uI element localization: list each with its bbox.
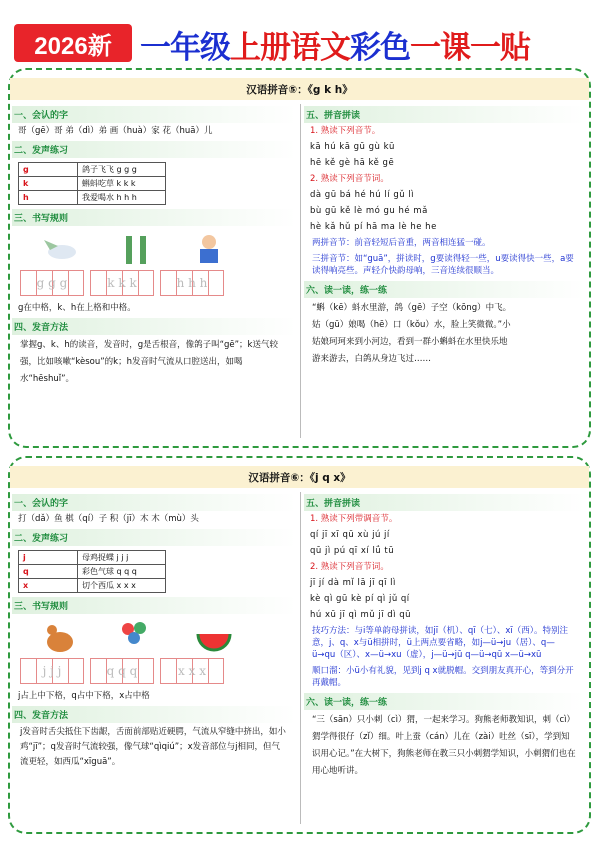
table-row: x 切个西瓜 x x x	[19, 579, 166, 593]
writing-cell: q q q	[90, 658, 154, 684]
writing-cell: h h h	[160, 270, 224, 296]
illustrations	[42, 230, 266, 266]
heading-practice: 二、发声练习	[12, 141, 296, 158]
syllable-line: dà gū bá hé hú lí gǔ lì	[310, 190, 415, 200]
table-row: g 鸽子飞飞 g g g	[19, 163, 166, 177]
story-text: “三（sān）只小刺（cì）猬，一起来学习。狗熊老师教知识，刺（cì）猬学得很仔（zǐ）细。叶上蚕（cán）儿在（zài）吐丝（sī），学到知识用心记。”在大树下，狗熊老师在教三只小刺猬学知识，小刺猬们也在用心地听讲。	[312, 715, 576, 776]
reading-task-2: 2. 熟读下列音节词。	[310, 174, 389, 184]
table-row: h 我爱喝水 h h h	[19, 191, 166, 205]
method-text: j发音时舌尖抵住下齿龈，舌面前部贴近硬腭，气流从窄缝中挤出，如小鸡“jī”；q发音时气流较强，像气球“qìqiú”；x发音部位与j相同，但气流更轻，如西瓜“xīguā”。	[20, 727, 286, 767]
heading-reading: 五、拼音拼读	[304, 106, 585, 123]
heading-practice: 二、发声练习	[12, 529, 296, 546]
child-drinking-icon	[192, 232, 226, 266]
heading-chars: 一、会认的字	[12, 494, 296, 511]
lesson-5-card	[8, 68, 591, 448]
tip-two-syllable: 两拼音节：前音轻短后音重，两音相连猛一碰。	[312, 238, 491, 248]
tip-method: 技巧方法：与i等单韵母拼读，如jī（机）、qī（七）、xī（西）。特别注意，j、q、x与ü相拼时，ü上两点要省略，如j—ü→ju（居）、q—ü→qu（区）、x—ü→xu（虚），j—ü→jū q—ü→qū x—ü→xū	[312, 626, 568, 660]
right-column	[304, 492, 585, 782]
writing-grid	[20, 270, 288, 296]
writing-cell: k k k	[90, 270, 154, 296]
page-title: 一年级上册语文彩色一课一贴	[140, 30, 530, 66]
writing-cell: g g g	[20, 270, 84, 296]
reading-task-1: 1. 熟读下列带调音节。	[310, 514, 398, 524]
syllable-line: qí jī xī qū xù jú jí	[310, 530, 390, 540]
tip-rhyme: 顺口溜：小ü小有礼貌，见到j q x就脱帽。交到朋友真开心，等到分开再戴帽。	[312, 666, 574, 688]
writing-rule: g在中格，k、h在上格和中格。	[18, 303, 136, 313]
lesson-6-card	[8, 456, 591, 834]
syllable-line: bù gū kě lè mó gu hé mǎ	[310, 206, 428, 216]
table-row: j 母鸡捉蝶 j j j	[19, 551, 166, 565]
method-text: 掌握g、k、h的读音，发音时，g是舌根音，像鸽子叫“gē”；k送气较强，比如咳嗽“kèsou”的k；h发音时气流从口腔送出，如喝水“hēshuǐ”。	[20, 340, 278, 384]
heading-read-practice: 六、读一读，练一练	[304, 693, 585, 710]
right-column	[304, 104, 585, 370]
heading-reading: 五、拼音拼读	[304, 494, 585, 511]
heading-method: 四、发音方法	[12, 706, 296, 723]
writing-cell: x x x	[160, 658, 224, 684]
lesson-title: 汉语拼音⑥：《j q x》	[10, 466, 589, 488]
writing-cell: j j j	[20, 658, 84, 684]
practice-table	[18, 162, 166, 205]
reading-task-1: 1. 熟读下列音节。	[310, 126, 381, 136]
header	[0, 0, 595, 66]
left-column	[12, 492, 296, 772]
syllable-line: jī jí dà mǐ lā jī qī lì	[310, 578, 396, 588]
heading-writing: 三、书写规则	[12, 209, 296, 226]
syllable-line: hè kǎ hǔ pí hā ma lè he he	[310, 222, 437, 232]
dove-icon	[42, 232, 82, 266]
table-row: q 彩色气球 q q q	[19, 565, 166, 579]
heading-chars: 一、会认的字	[12, 106, 296, 123]
heading-writing: 三、书写规则	[12, 597, 296, 614]
year-badge: 2026新	[14, 24, 132, 62]
syllable-line: hē kě gè hā kě gē	[310, 158, 395, 168]
table-row: k 蝌蚪吃草 k k k	[19, 177, 166, 191]
lesson-title: 汉语拼音⑤：《g k h》	[10, 78, 589, 100]
syllable-line: qū jì pú qī xí lǘ tū	[310, 546, 395, 556]
tadpole-icon	[122, 232, 152, 266]
story-text: “蝌（kē）蚪水里游，鸽（gē）子空（kōng）中飞。姑（gū）娘喝（hē）口（kǒu）水，脸上笑微微。”小姑娘珂珂来到小河边，看到一群小蝌蚪在水里快乐地游来游去，白鸽从身边飞过……	[312, 303, 512, 364]
left-column	[12, 104, 296, 390]
illustrations	[42, 618, 266, 654]
watermelon-icon	[194, 620, 234, 654]
char-list: 打（dǎ）鱼 棋（qí）子 积（jī）木 木（mù）头	[18, 514, 199, 524]
practice-table	[18, 550, 166, 593]
tip-three-syllable: 三拼音节：如“guā”，拼读时，g要读得轻一些，u要读得快一些，a要读得响亮些。声轻介快韵母响，三音连续很顺当。	[312, 254, 574, 276]
char-list: 哥（gē）哥 弟（dì）弟 画（huà）家 花（huā）儿	[18, 126, 213, 136]
heading-read-practice: 六、读一读，练一练	[304, 281, 585, 298]
writing-grid	[20, 658, 288, 684]
heading-method: 四、发音方法	[12, 318, 296, 335]
syllable-line: kā hú kā gū gù kū	[310, 142, 395, 152]
syllable-line: kè qì gū kè pí qì jǔ qí	[310, 594, 410, 604]
balloons-icon	[118, 620, 154, 654]
reading-task-2: 2. 熟读下列音节词。	[310, 562, 389, 572]
hen-icon	[42, 620, 78, 654]
syllable-line: hú xū jī qì mǔ jī dì qū	[310, 610, 412, 620]
writing-rule: j占上中下格，q占中下格，x占中格	[18, 691, 150, 701]
